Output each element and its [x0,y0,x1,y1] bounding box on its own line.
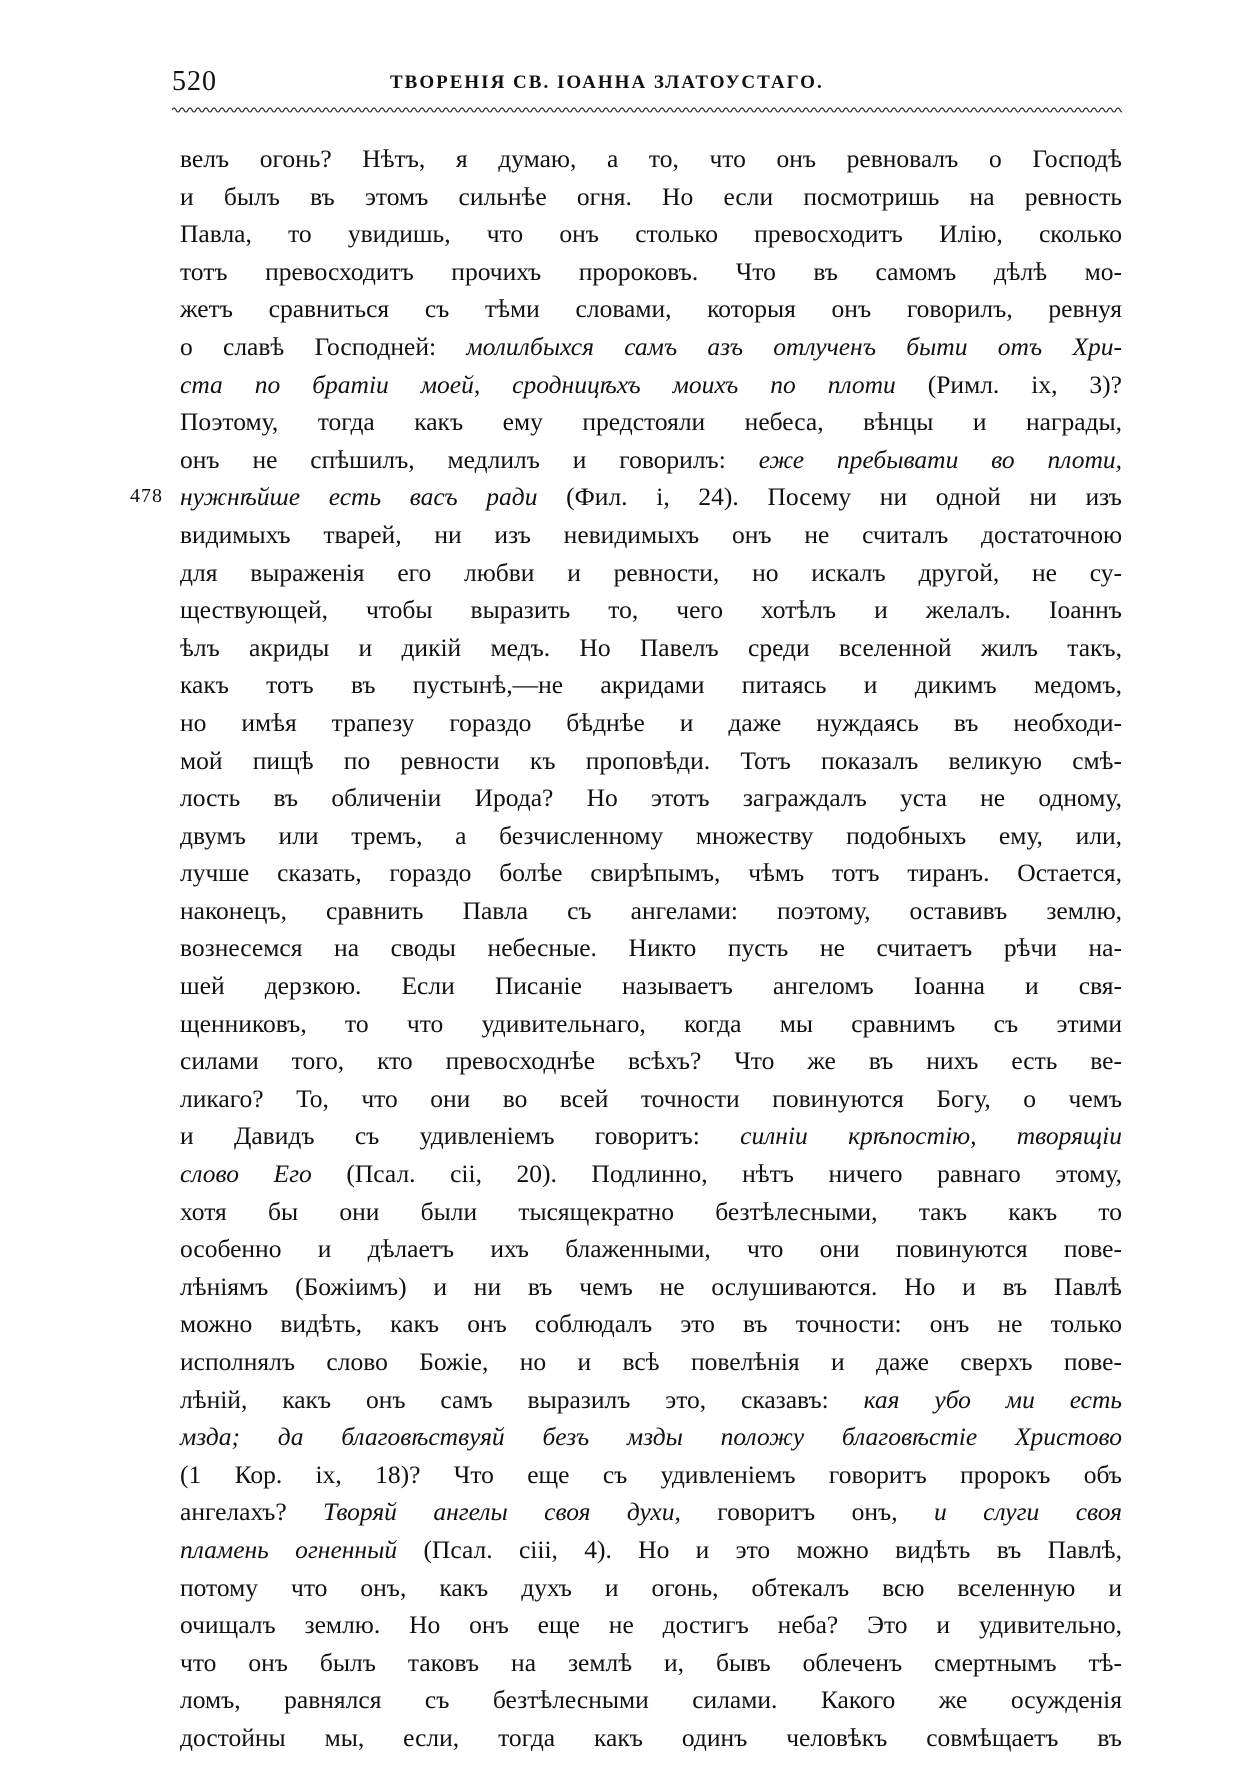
italic-quotation: мзда; да благовѣствуяй безъ мзды положу благовѣстіе Христово [180,1422,1122,1452]
text-line [180,366,1122,404]
text-segment: что онъ былъ таковъ на землѣ и, бывъ облеченъ смертнымъ тѣ- [180,1647,1122,1677]
text-segment: и былъ въ этомъ сильнѣе огня. Но если посмотришь на ревность [180,181,1122,211]
margin-page-reference: 478 [130,485,163,508]
text-line [180,441,1122,479]
text-line [180,516,1122,554]
text-line [180,704,1122,742]
text-line [180,666,1122,704]
text-segment: о славѣ Господней: [180,331,467,361]
text-segment: хотя бы они были тысящекратно безтѣлесными, такъ какъ то [180,1196,1122,1226]
text-segment: жетъ сравниться съ тѣми словами, которыя онъ говорилъ, ревнуя [180,294,1122,324]
text-line [180,1681,1122,1719]
text-segment: можно видѣть, какъ онъ соблюдалъ это въ точности: онъ не только [180,1309,1122,1339]
text-line [180,215,1122,253]
italic-quotation: кая убо ми есть [863,1384,1123,1414]
text-segment: Поэтому, тогда какъ ему предстояли небеса, вѣнцы и награды, [180,407,1122,437]
text-line [180,1644,1122,1682]
text-line [180,967,1122,1005]
text-segment: (Псал. cii, 20). Подлинно, нѣтъ ничего равнаго этому, [311,1159,1122,1189]
text-line [180,1268,1122,1306]
text-line [180,328,1122,366]
italic-quotation: и слуги своя [934,1497,1123,1527]
text-line [180,1418,1122,1456]
text-segment: и Давидъ съ удивленіемъ говоритъ: [180,1121,741,1151]
italic-quotation: нужнѣйше есть васъ ради [180,482,538,512]
text-line [180,1042,1122,1080]
italic-quotation: ста по братіи моей, сродницѣхъ моихъ по плоти [180,369,896,399]
text-line [180,1381,1122,1419]
italic-quotation: слово Его [180,1159,312,1189]
text-line [180,1080,1122,1118]
text-segment: вознесемся на своды небесные. Никто пусть не считаетъ рѣчи на- [180,933,1122,963]
text-line [180,403,1122,441]
text-segment: силами того, кто превосходнѣе всѣхъ? Что же въ нихъ есть ве- [180,1046,1122,1076]
text-segment: щенниковъ, то что удивительнаго, когда мы сравнимъ съ этими [180,1008,1122,1038]
text-line [180,854,1122,892]
text-segment: особенно и дѣлаетъ ихъ блаженными, что они повинуются пове- [180,1234,1122,1264]
text-line [180,817,1122,855]
text-segment: лучше сказать, гораздо болѣе свирѣпымъ, чѣмъ тотъ тиранъ. Остается, [180,858,1122,888]
text-segment: ѣлъ акриды и дикій медъ. Но Павелъ среди вселенной жилъ такъ, [180,632,1122,662]
text-segment: видимыхъ тварей, ни изъ невидимыхъ онъ не считалъ достаточною [180,519,1122,549]
text-segment: для выраженія его любви и ревности, но искалъ другой, не су- [180,557,1122,587]
text-segment: двумъ или тремъ, а безчисленному множеству подобныхъ ему, или, [180,820,1122,850]
page-number: 520 [172,66,217,97]
text-line [180,1719,1122,1757]
text-segment: лость въ обличеніи Ирода? Но этотъ заграждалъ уста не одному, [180,783,1122,813]
text-line [180,1493,1122,1531]
text-line [180,554,1122,592]
wavy-rule-divider [172,104,1122,116]
text-segment: (Римл. ix, 3)? [895,369,1122,399]
text-segment: велъ огонь? Нѣтъ, я думаю, а то, что онъ ревновалъ о Господѣ [180,144,1122,173]
text-line [180,1456,1122,1494]
text-segment: ломъ, равнялся съ безтѣлесными силами. Какого же осужденія [180,1685,1122,1715]
italic-quotation: пламень огненный [180,1534,398,1564]
text-line [180,629,1122,667]
text-line [180,591,1122,629]
page-header [172,66,1122,102]
text-segment: очищалъ землю. Но онъ еще не достигъ неба? Это и удивительно, [180,1610,1122,1640]
running-title: ТВОРЕНІЯ СВ. ІОАННА ЗЛАТОУСТАГО. [390,72,824,93]
body-text [130,140,1123,1757]
text-segment: потому что онъ, какъ духъ и огонь, обтекалъ всю вселенную и [180,1572,1122,1602]
italic-quotation: силніи крѣпостію, творящіи [740,1121,1123,1151]
text-line [180,1606,1122,1644]
text-segment: онъ не спѣшилъ, медлилъ и говорилъ: [180,444,759,474]
text-segment: наконецъ, сравнить Павла съ ангелами: поэтому, оставивъ землю, [180,895,1122,925]
text-line [180,892,1122,930]
text-line [180,253,1122,291]
text-line [180,1155,1122,1193]
text-segment: (Псал. ciii, 4). Но и это можно видѣть въ Павлѣ, [397,1534,1123,1564]
text-segment: говоритъ онъ, [680,1497,934,1527]
italic-quotation: еже пребывати во плоти, [758,444,1122,474]
text-segment: мой пищѣ по ревности къ проповѣди. Тотъ показалъ великую смѣ- [180,745,1122,775]
text-line [180,779,1122,817]
text-line [180,178,1122,216]
text-segment: (Фил. i, 24). Посему ни одной ни изъ [537,482,1122,512]
text-line [180,1117,1122,1155]
text-line [180,1230,1122,1268]
text-segment: ществующей, чтобы выразить то, чего хотѣлъ и желалъ. Іоаннъ [180,595,1122,625]
text-segment: шей дерзкою. Если Писаніе называетъ ангеломъ Іоанна и свя- [180,971,1122,1001]
text-segment: ангелахъ? [180,1497,324,1527]
text-line [130,478,1122,516]
text-segment: тотъ превосходитъ прочихъ пророковъ. Что въ самомъ дѣлѣ мо- [180,256,1122,286]
text-line [180,1305,1122,1343]
text-segment: ликаго? То, что они во всей точности повинуются Богу, о чемъ [180,1083,1122,1113]
text-segment: лѣній, какъ онъ самъ выразилъ это, сказавъ: [180,1384,864,1414]
italic-quotation: Творяй ангелы своя духи, [323,1497,681,1527]
text-line [180,140,1122,178]
text-segment: какъ тотъ въ пустынѣ,—не акридами питаясь и дикимъ медомъ, [180,670,1122,700]
italic-quotation: молилбыхся самъ азъ отлученъ быти отъ Хри- [466,331,1122,361]
text-line [180,1005,1122,1043]
text-line [180,1193,1122,1231]
text-line [180,742,1122,780]
text-segment: но имѣя трапезу гораздо бѣднѣе и даже нуждаясь въ необходи- [180,707,1122,737]
text-segment: лѣніямъ (Божіимъ) и ни въ чемъ не ослушиваются. Но и въ Павлѣ [180,1271,1122,1301]
text-line [180,929,1122,967]
text-line [180,1569,1122,1607]
text-segment: Павла, то увидишь, что онъ столько превосходитъ Илію, сколько [180,219,1122,249]
text-line [180,1531,1122,1569]
text-segment: достойны мы, если, тогда какъ одинъ человѣкъ совмѣщаетъ въ [180,1722,1122,1752]
text-segment: (1 Кор. ix, 18)? Что еще съ удивленіемъ говоритъ пророкъ объ [180,1459,1122,1489]
text-segment: исполнялъ слово Божіе, но и всѣ повелѣнія и даже сверхъ пове- [180,1347,1122,1376]
text-line [180,290,1122,328]
text-line [180,1343,1122,1381]
